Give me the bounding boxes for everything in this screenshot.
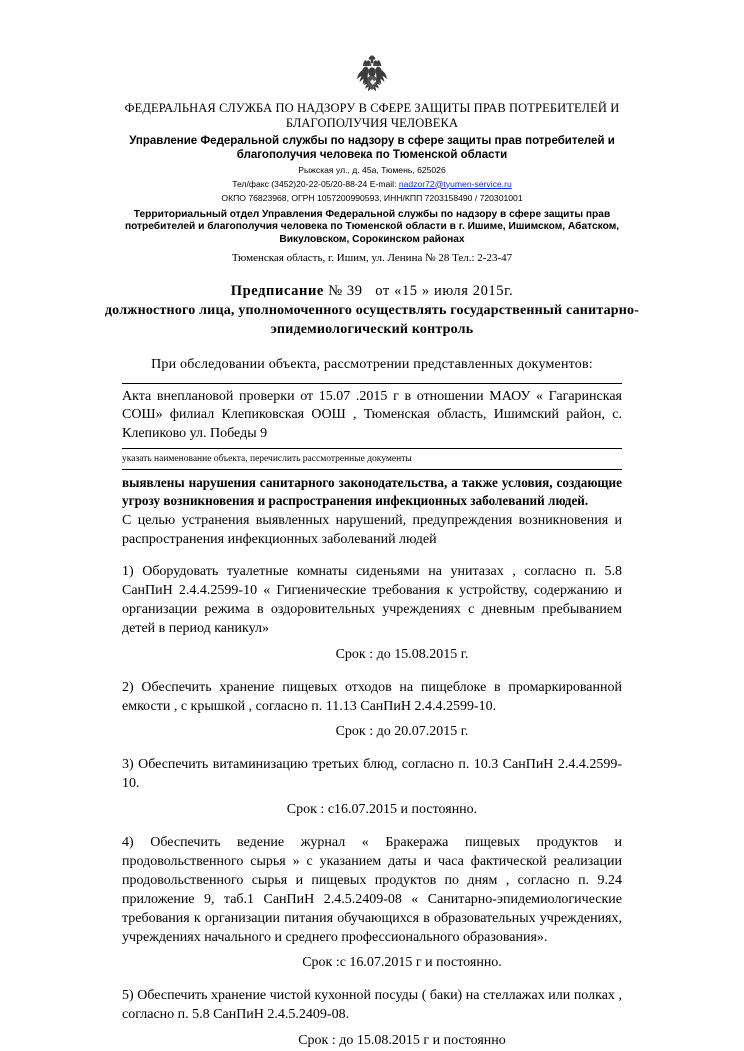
document-number: 39 (346, 283, 363, 300)
requirement-deadline: Срок : до 15.08.2015 г. (335, 646, 469, 662)
russian-coat-of-arms-icon (350, 55, 394, 106)
requirement-text: 3) Обеспечить витаминизацию третьих блюд, согласно п. 10.3 СанПиН 2.4.4.2599-10. (122, 757, 622, 792)
document-title-word: Предписание (230, 283, 324, 300)
requirement-text: 4) Обеспечить ведение журнал « Бракеража пищевых продуктов и продовольственного сырья » с указанием даты и часа фактической реализации продовольственного сырья и пищевых продуктов по дням , согласно п. 9.24 приложение 9, таб.1 СанПиН 2.4.5.2409-08 « Санитарно-эпидемиологические требования к организации питания обучающихся в образовательных учреждениях, учреждениях начального и среднего профессионального образования». (122, 835, 622, 945)
header-codes: ОКПО 76823968, ОГРН 1057200990593, ИНН/КПП 7203158490 / 720301001 (221, 192, 523, 203)
document-date: «15 » июля 2015г. (394, 283, 514, 300)
requirement-deadline: Срок :с 16.07.2015 г и постоянно. (302, 955, 502, 971)
object-description: Акта внеплановой проверки от 15.07 .2015 г в отношении МАОУ « Гагаринская СОШ» филиал Клепиковская ООШ , Тюменская область, Ишимский район, с. Клепиково ул. Победы 9 (122, 388, 622, 442)
requirement-text: 1) Оборудовать туалетные комнаты сиденьями на унитазах , согласно п. 5.8 СанПиН 2.4.4.2599-10 « Гигиенические требования к устройству, содержанию и организации режима в оздоровительных учреждениях с дневным пребыванием детей в период каникул» (122, 564, 622, 636)
header-territorial: Территориальный отдел Управления Федеральной службы по надзору в сфере защиты прав потребителей и благополучия человека по Тюменской области в г. Ишиме, Ишимском, Абатском, Викуловском, Сорокинском районах (124, 208, 620, 246)
document-date-prefix: от (375, 283, 390, 300)
header-email[interactable]: nadzor72@tyumen-service.ru (398, 178, 512, 189)
requirement-item (122, 679, 622, 743)
document-body (0, 356, 744, 1051)
requirement-text: 5) Обеспечить хранение чистой кухонной посуды ( баки) на стеллажах или полках , согласно п. 5.8 СанПиН 2.4.5.2409-08. (122, 988, 622, 1023)
document-title-block (0, 283, 744, 340)
divider-bottom (122, 448, 622, 449)
document-number-label: № (328, 283, 343, 300)
requirement-item (122, 756, 622, 820)
divider-caption (122, 469, 622, 470)
header-phone: Тел/факс (3452)20-22-05/20-88-24 (232, 178, 368, 189)
violations-text: выявлены нарушения санитарного законодательства, а также условия, создающие угрозу возникновения и распространения инфекционных заболеваний людей. (122, 475, 622, 508)
requirement-deadline: Срок : до 15.08.2015 г и постоянно (298, 1033, 506, 1049)
requirement-deadline: Срок : до 20.07.2015 г. (335, 724, 469, 740)
requirement-item (122, 834, 622, 973)
field-caption: указать наименование объекта, перечислить рассмотренные документы (122, 453, 412, 464)
header-territorial-address: Тюменская область, г. Ишим, ул. Ленина № 28 Тел.: 2-23-47 (231, 251, 513, 264)
divider-top (122, 383, 622, 384)
header-email-label: E-mail: (369, 178, 397, 189)
header-line-1: ФЕДЕРАЛЬНАЯ СЛУЖБА ПО НАДЗОРУ В СФЕРЕ ЗАЩИТЫ ПРАВ ПОТРЕБИТЕЛЕЙ И БЛАГОПОЛУЧИЯ ЧЕЛОВЕКА (124, 101, 620, 130)
document-title-line (95, 283, 649, 300)
purpose-text: С целью устранения выявленных нарушений, предупреждения возникновения и распространения инфекционных заболеваний людей (122, 512, 622, 547)
document-header (0, 101, 744, 265)
document-subtitle: должностного лица, уполномоченного осуществлять государственный санитарно-эпидемиологический контроль (104, 303, 640, 338)
requirement-item (122, 563, 622, 664)
header-address: Рыжская ул., д. 45а, Тюмень, 625026 (298, 164, 446, 175)
requirement-deadline: Срок : с16.07.2015 и постоянно. (286, 802, 478, 818)
header-contacts (110, 178, 634, 190)
header-line-2: Управление Федеральной службы по надзору в сфере защиты прав потребителей и благополучия человека по Тюменской области (129, 134, 615, 161)
emblem-container (0, 0, 744, 101)
requirement-text: 2) Обеспечить хранение пищевых отходов на пищеблоке в промаркированной емкости , с крышкой , согласно п. 11.13 СанПиН 2.4.4.2599-10. (122, 679, 622, 714)
requirement-item (122, 987, 622, 1051)
intro-text: При обследовании объекта, рассмотрении представленных документов: (151, 356, 593, 372)
